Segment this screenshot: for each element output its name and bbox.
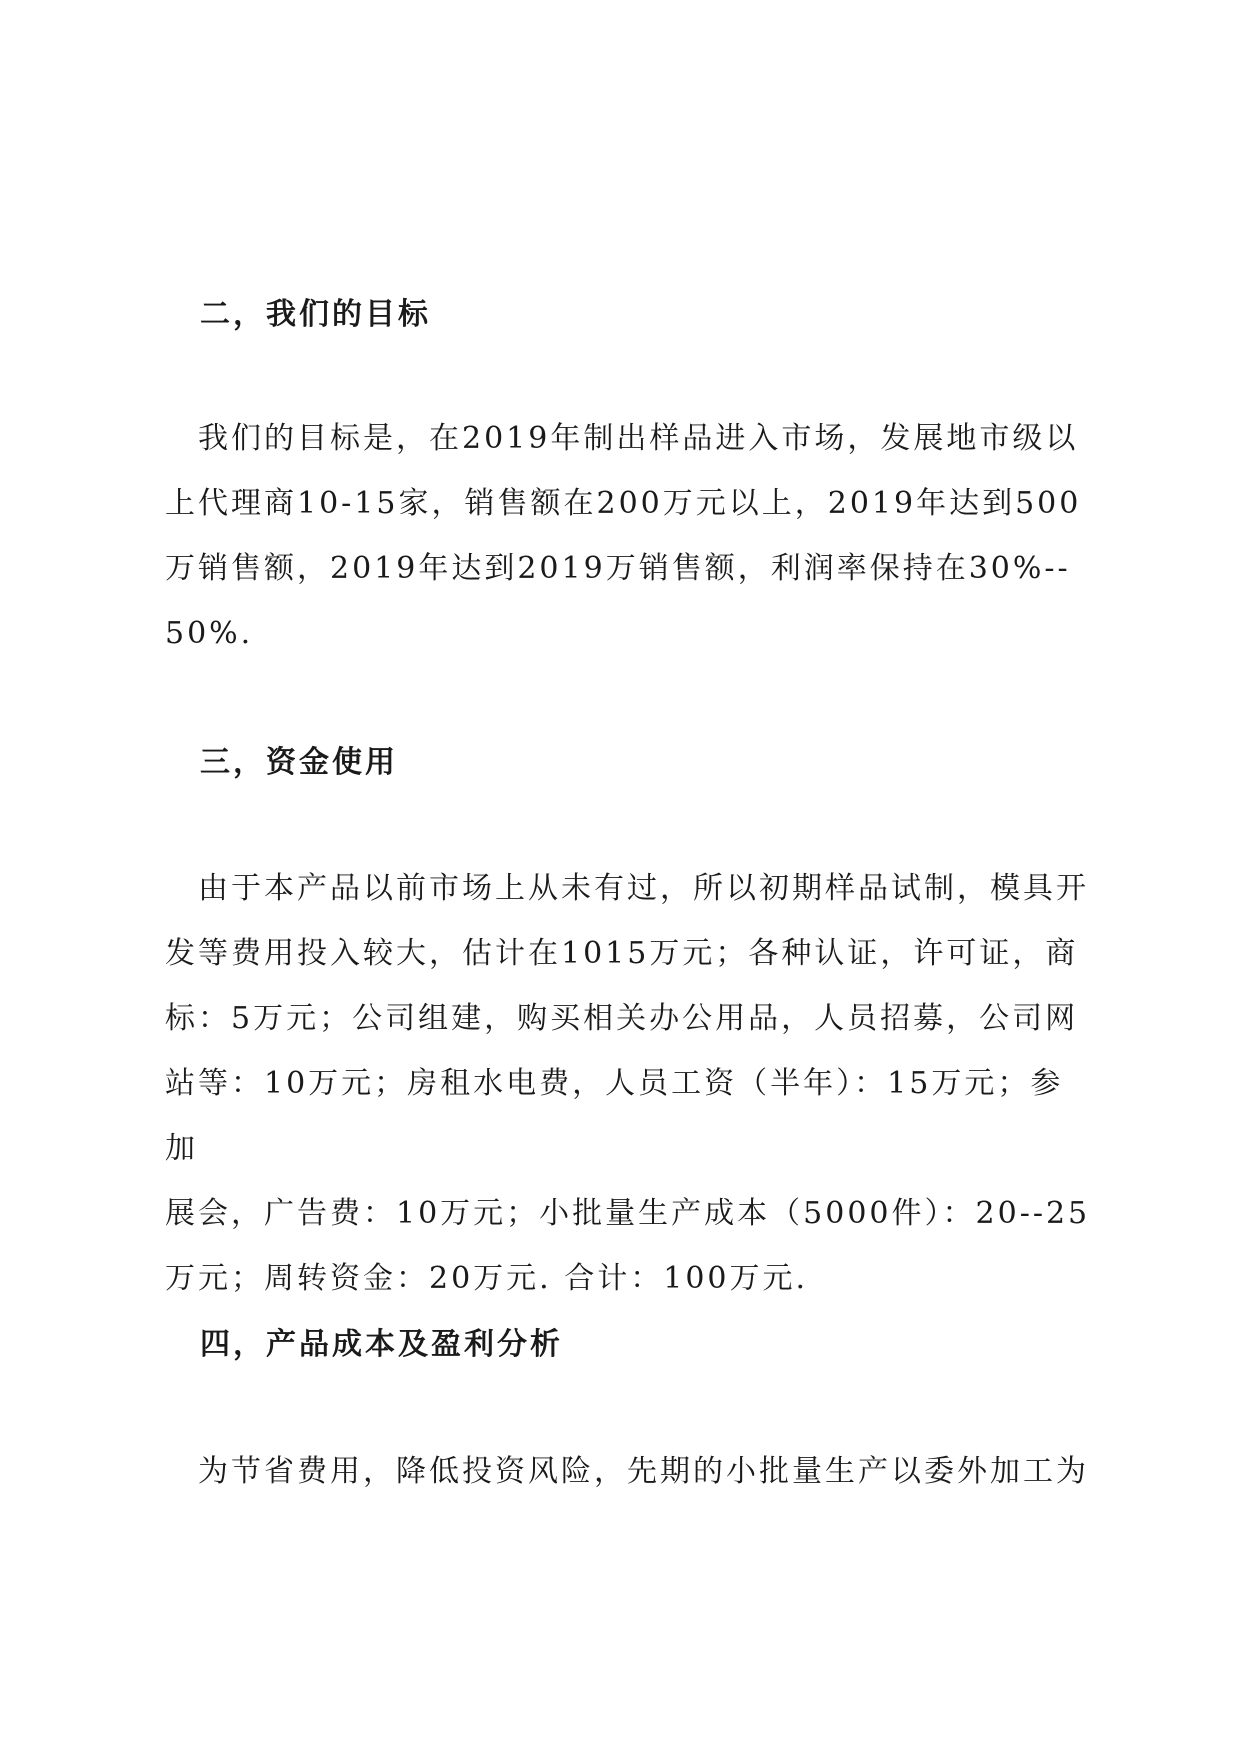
section-paragraph-cost-analysis: 为节省费用，降低投资风险，先期的小批量生产以委外加工为 — [165, 1454, 1089, 1489]
section-heading-cost-analysis: 四，产品成本及盈利分析 — [200, 1327, 563, 1362]
section-paragraph-goals: 我们的目标是，在2019年制出样品进入市场，发展地市级以 上代理商10-15家，销售额在200万元以上，2019年达到500 万销售额，2019年达到2019万销售额，利润率保持在30%-- 50%. — [165, 421, 1082, 651]
section-heading-funds: 三，资金使用 — [200, 745, 398, 780]
section-heading-goals: 二，我们的目标 — [200, 297, 431, 332]
section-paragraph-funds: 由于本产品以前市场上从未有过，所以初期样品试制，模具开 发等费用投入较大，估计在1015万元；各种认证，许可证，商 标：5万元；公司组建，购买相关办公用品，人员招募，公司网 站等：10万元；房租水电费，人员工资（半年）：15万元；参加 展会，广告费：10万元；小批量生产成本（5000件）：20--25 万元；周转资金：20万元. 合计：100万元. — [165, 871, 1091, 1296]
